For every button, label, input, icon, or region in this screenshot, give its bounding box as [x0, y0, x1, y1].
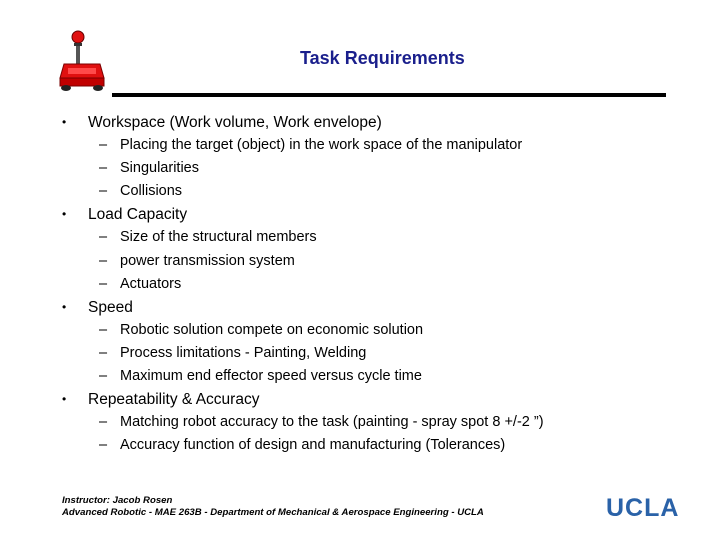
section-heading-repeatability: Repeatability & Accuracy: [88, 391, 260, 409]
slide-footer: [62, 495, 484, 519]
bullet-marker: •: [62, 299, 67, 314]
list-item-text: Accuracy function of design and manufacturing (Tolerances): [120, 437, 506, 454]
list-item-text: Actuators: [120, 275, 182, 292]
list-item-text: Matching robot accuracy to the task (painting - spray spot 8 +/-2 ”): [120, 414, 544, 431]
bullet-list: [0, 111, 720, 457]
dash-marker: –: [99, 321, 108, 338]
section-heading-row: [0, 111, 720, 134]
dash-marker: –: [99, 344, 108, 361]
footer-course: Advanced Robotic - MAE 263B - Department of Mechanical & Aerospace Engineering - UCLA: [62, 507, 484, 518]
section-heading-workspace: Workspace (Work volume, Work envelope): [88, 114, 382, 131]
list-item: [0, 273, 720, 296]
list-item-text: Collisions: [120, 183, 183, 200]
list-item-text: power transmission system: [120, 252, 295, 269]
list-item: [0, 434, 720, 457]
footer-instructor: Instructor: Jacob Rosen: [62, 495, 173, 506]
section-heading-load-capacity: Load Capacity: [88, 206, 188, 224]
section-heading-row: [0, 203, 720, 226]
list-item: [0, 157, 720, 180]
title-divider: [112, 93, 666, 97]
list-item-text: Process limitations - Painting, Welding: [120, 344, 367, 361]
dash-marker: –: [99, 275, 108, 292]
list-item-text: Placing the target (object) in the work space of the manipulator: [120, 137, 523, 154]
list-item: [0, 134, 720, 157]
list-item: [0, 226, 720, 249]
list-item-text: Singularities: [120, 160, 199, 177]
ucla-logo: UCLA: [606, 494, 680, 522]
dash-marker: –: [99, 368, 108, 385]
dash-marker: –: [99, 229, 108, 246]
list-item: [0, 365, 720, 388]
list-item: [0, 180, 720, 203]
dash-marker: –: [99, 437, 108, 454]
list-item: [0, 342, 720, 365]
robot-icon: [56, 28, 108, 94]
list-item-text: Robotic solution compete on economic solution: [120, 321, 424, 338]
dash-marker: –: [99, 160, 108, 177]
dash-marker: –: [99, 183, 108, 200]
list-item: [0, 319, 720, 342]
dash-marker: –: [99, 252, 108, 269]
section-heading-row: [0, 388, 720, 411]
list-item-text: Size of the structural members: [120, 229, 317, 246]
list-item: [0, 250, 720, 273]
dash-marker: –: [99, 414, 108, 431]
bullet-marker: •: [62, 207, 67, 222]
section-heading-speed: Speed: [88, 298, 133, 316]
bullet-marker: •: [62, 392, 67, 407]
section-heading-row: [0, 296, 720, 319]
slide-title: Task Requirements: [300, 48, 465, 68]
dash-marker: –: [99, 137, 108, 154]
bullet-marker: •: [62, 115, 67, 129]
list-item: [0, 411, 720, 434]
list-item-text: Maximum end effector speed versus cycle time: [120, 368, 422, 385]
